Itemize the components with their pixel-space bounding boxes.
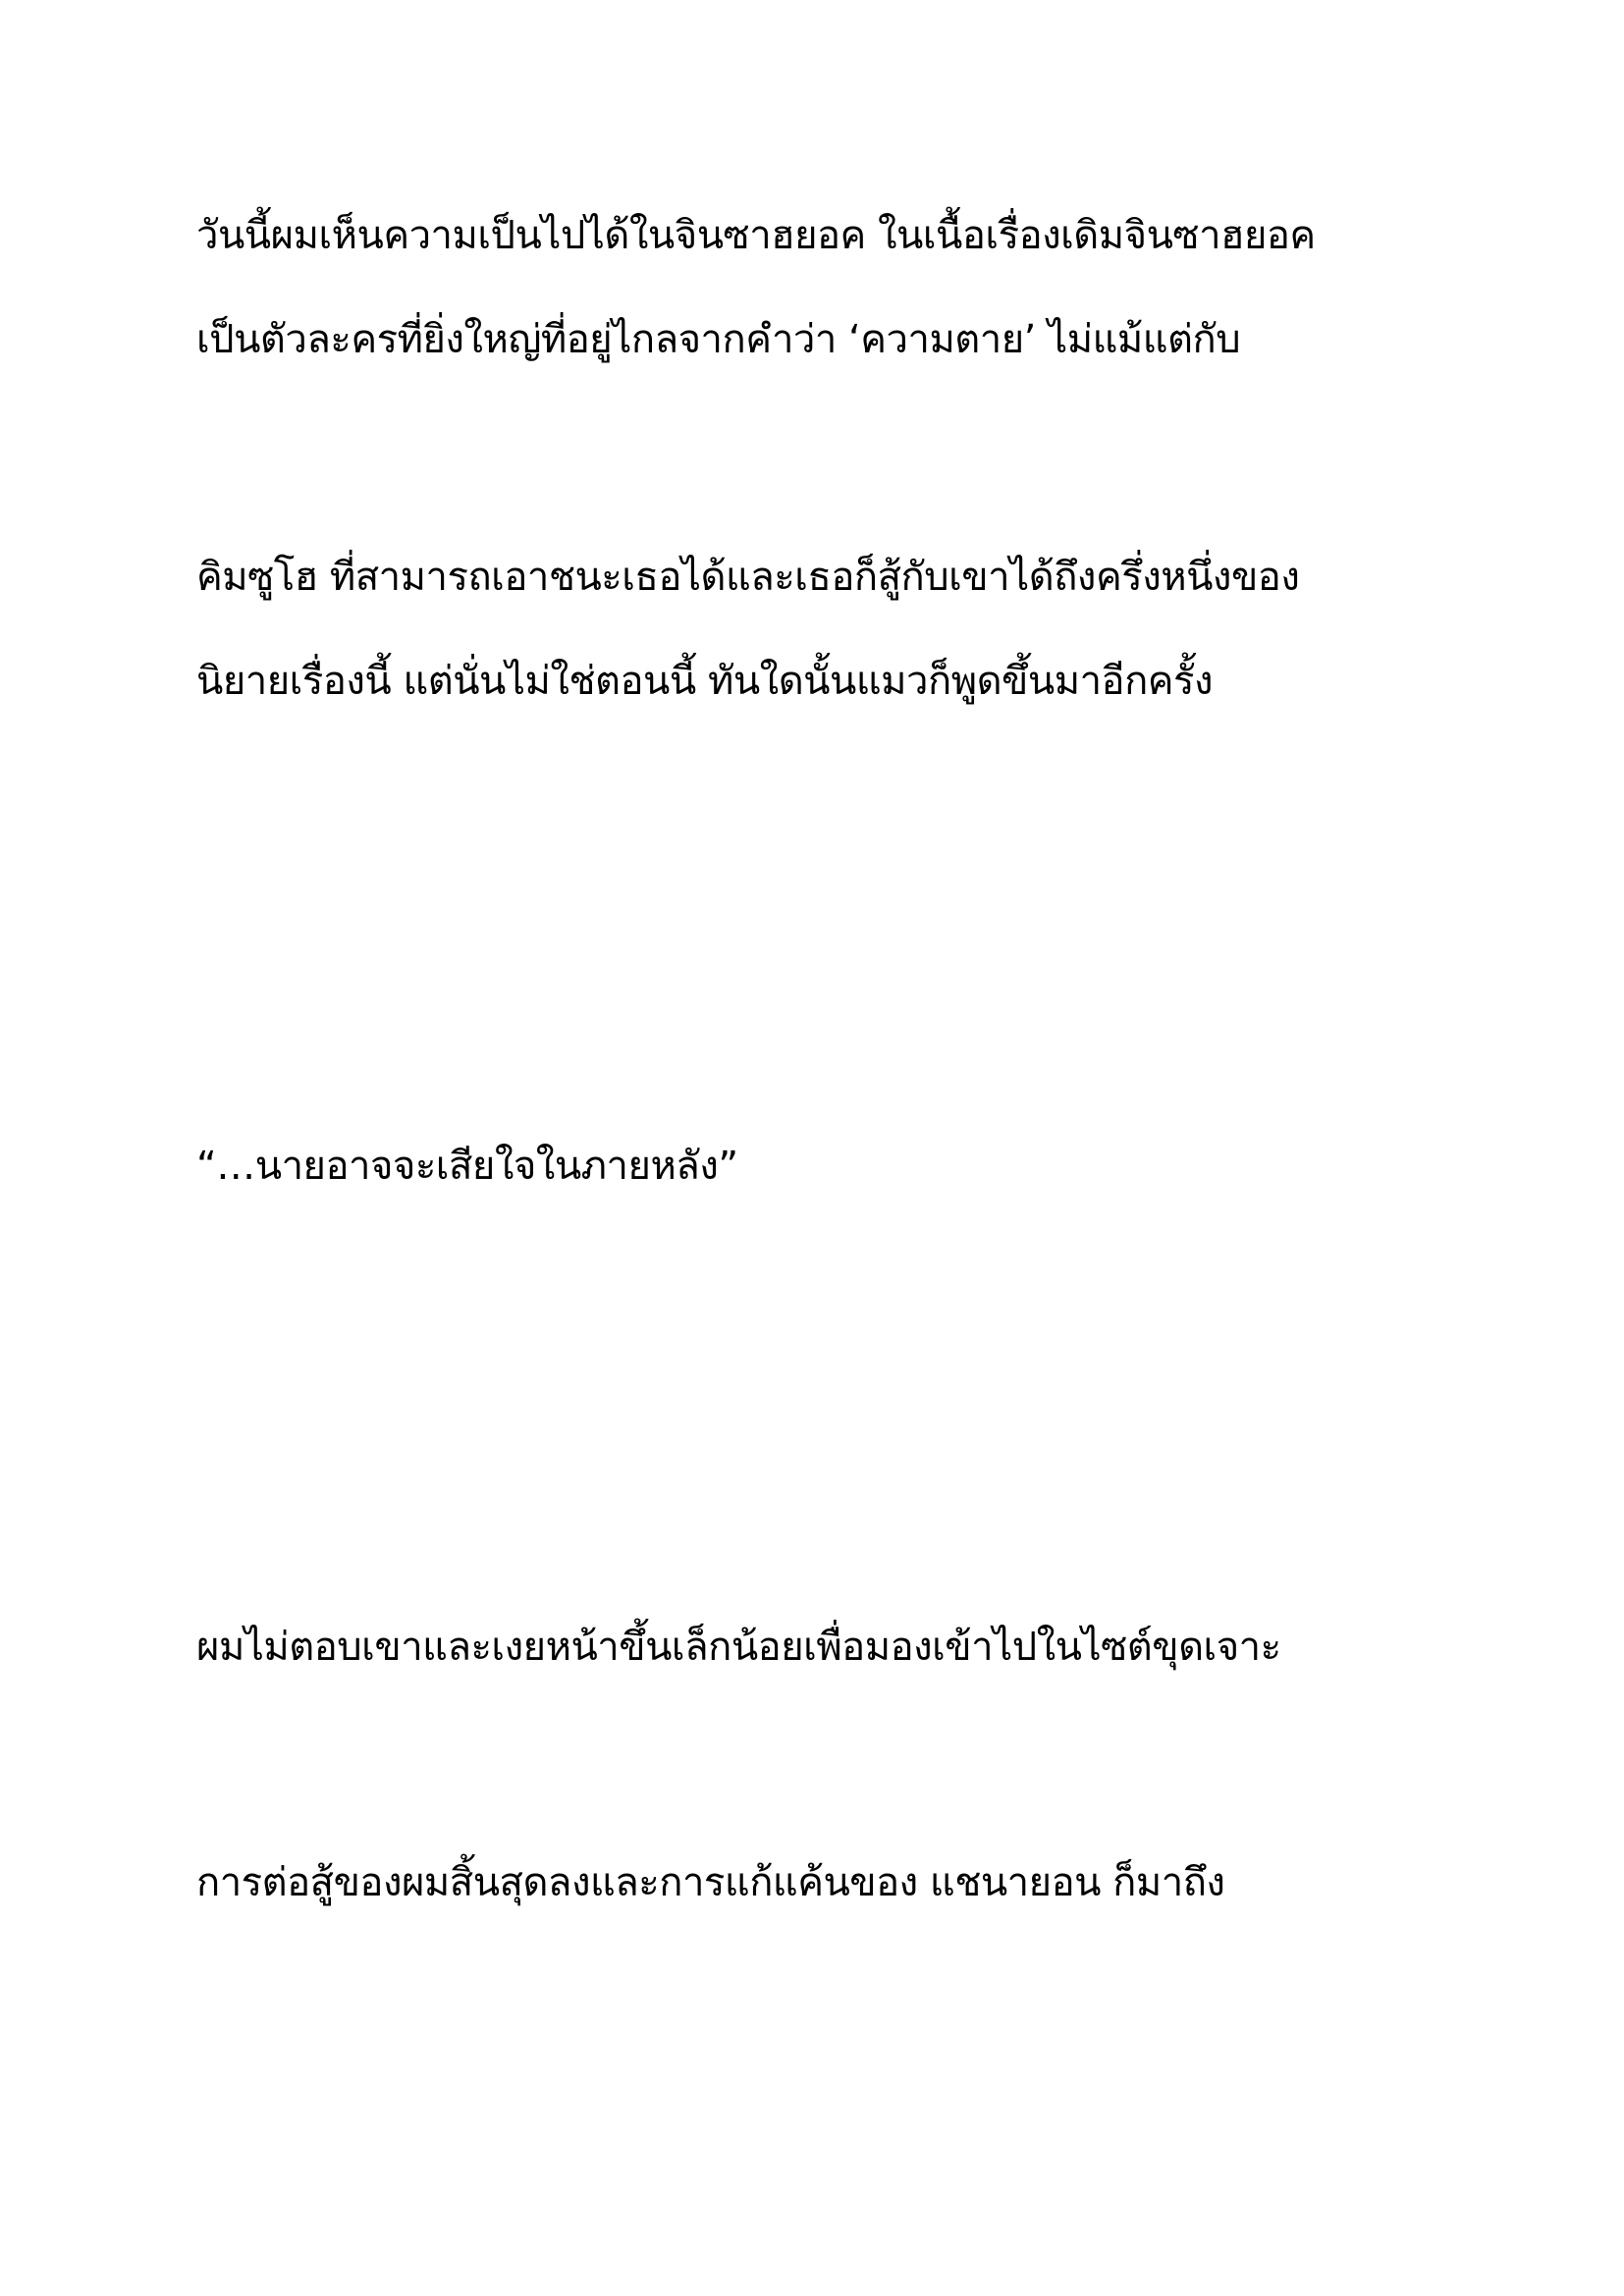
paragraph-1-line-2: เป็นตัวละครที่ยิ่งใหญ่ที่อยู่ไกลจากคำว่า ‘ความตาย’ ไม่แม้แต่กับ (196, 317, 1241, 362)
paragraph-1-line-1: วันนี้ผมเห็นความเป็นไปได้ในจินซาฮยอค ในเนื้อเรื่องเดิมจินซาฮยอค (196, 213, 1316, 258)
paragraph-5-line-1: การต่อสู้ของผมสิ้นสุดลงและการแก้แค้นของ แชนายอน ก็มาถึง (196, 1860, 1225, 1905)
paragraph-4-line-1: ผมไม่ตอบเขาและเงยหน้าขึ้นเล็กน้อยเพื่อมองเข้าไปในไซต์ขุดเจาะ (196, 1625, 1281, 1670)
dialogue-line: “…นายอาจจะเสียใจในภายหลัง” (196, 1144, 738, 1189)
paragraph-2-line-1: คิมซูโฮ ที่สามารถเอาชนะเธอได้และเธอก็สู้กับเขาได้ถึงครึ่งหนึ่งของ (196, 555, 1300, 600)
paragraph-2-line-2: นิยายเรื่องนี้ แต่นั่นไม่ใช่ตอนนี้ ทันใดนั้นแมวก็พูดขึ้นมาอีกครั้ง (196, 659, 1214, 704)
